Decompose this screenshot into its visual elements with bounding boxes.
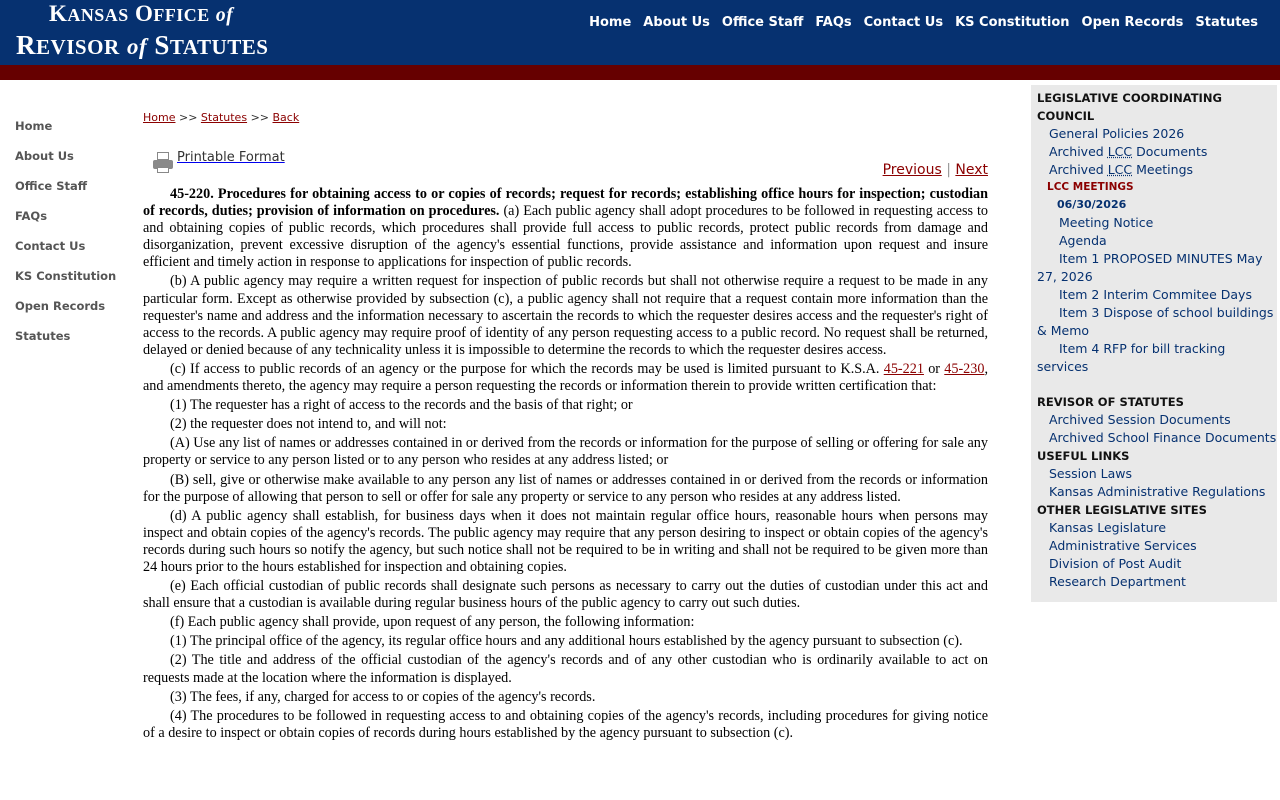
statute-paragraph: (e) Each official custodian of public records shall designate such persons as necessary to carry out the duties of custodian under this act and shall ensure that a custodian is available during regular business hours of the public agency to carry out such duties.: [143, 578, 988, 612]
post-audit-link[interactable]: Division of Post Audit: [1049, 556, 1182, 571]
link-text: Archived: [1049, 144, 1104, 159]
statute-text: [143, 186, 988, 742]
meeting-notice-link[interactable]: Meeting Notice: [1059, 215, 1154, 230]
leftnav-faqs[interactable]: FAQs: [15, 209, 48, 223]
header-accent-bar: [0, 65, 1280, 80]
link-text: Meetings: [1136, 162, 1194, 177]
next-link[interactable]: Next: [955, 162, 988, 178]
useful-links-heading: USEFUL LINKS: [1037, 449, 1130, 463]
logo-text: TATUTES: [169, 34, 269, 59]
statute-paragraph: (f) Each public agency shall provide, upon request of any person, the following information:: [170, 614, 695, 631]
item-4-rfp-link[interactable]: Item 4 RFP for bill tracking services: [1037, 341, 1226, 374]
main-content: [143, 111, 988, 744]
revisor-heading: REVISOR OF STATUTES: [1037, 395, 1184, 409]
topnav-office-staff[interactable]: Office Staff: [721, 15, 804, 30]
pager-separator: |: [946, 162, 951, 178]
topnav-statutes[interactable]: Statutes: [1195, 15, 1258, 30]
logo-text: EVISOR: [36, 34, 120, 59]
archived-lcc-meetings-link[interactable]: [1037, 161, 1277, 179]
leftnav-ks-constitution[interactable]: KS Constitution: [15, 269, 117, 283]
leftnav-contact-us[interactable]: Contact Us: [15, 239, 86, 253]
lcc-abbr: LCC: [1107, 144, 1133, 159]
printable-format-label: Printable Format: [177, 149, 285, 165]
administrative-services-link[interactable]: Administrative Services: [1049, 538, 1197, 553]
statute-paragraph: (1) The principal office of the agency, its regular office hours and any additional hours established by the agency pursuant to subsection (c).: [170, 633, 963, 650]
topnav-faqs[interactable]: FAQs: [815, 15, 852, 30]
tool-row: [143, 136, 988, 186]
topnav-home[interactable]: Home: [589, 15, 632, 30]
printer-icon: [153, 146, 175, 168]
statute-paragraph: (1) The requester has a right of access to the records and the basis of that right; or: [170, 397, 633, 414]
topnav-about-us[interactable]: About Us: [643, 15, 710, 30]
lcc-meetings-heading: LCC MEETINGS: [1047, 181, 1134, 193]
breadcrumb-statutes[interactable]: Statutes: [200, 111, 248, 124]
statute-paragraph: (2) The title and address of the official custodian of the agency's records and of any other custodian who is ordinarily available to act on requests made at the location where the information is displayed.: [143, 652, 988, 686]
previous-link[interactable]: Previous: [882, 162, 942, 178]
archived-lcc-documents-link[interactable]: [1037, 143, 1277, 161]
breadcrumb-separator: >>: [178, 111, 198, 124]
logo-text: ANSAS: [67, 5, 129, 25]
leftnav-statutes[interactable]: Statutes: [15, 329, 71, 343]
breadcrumb-separator: >>: [250, 111, 269, 124]
right-sidebar: [1031, 85, 1277, 602]
pager: [883, 162, 988, 178]
statute-paragraph: (2) the requester does not intend to, and will not:: [170, 416, 447, 433]
general-policies-link[interactable]: General Policies 2026: [1049, 126, 1185, 141]
kansas-admin-regulations-link[interactable]: Kansas Administrative Regulations: [1049, 484, 1266, 499]
statute-subsection: (a) Each public agency shall adopt procedures to be followed in requesting access to and obtaining copies of public records, which procedures shall provide full access to public records, protect public records from damage and disorganization, prevent excessive disruption of the agency's essential functions, provide assistance and information upon request and insure efficient and timely action in response to applications for inspection of public records.: [143, 203, 989, 271]
leftnav-home[interactable]: Home: [15, 119, 53, 133]
meeting-date: 06/30/2026: [1057, 198, 1127, 211]
site-header: [0, 0, 1280, 65]
logo-text: FFICE: [153, 5, 210, 25]
topnav-contact-us[interactable]: Contact Us: [863, 15, 944, 30]
session-laws-link[interactable]: Session Laws: [1049, 466, 1133, 481]
research-department-link[interactable]: Research Department: [1049, 574, 1186, 589]
logo-text: R: [16, 29, 36, 60]
agenda-link[interactable]: Agenda: [1059, 233, 1107, 248]
spacer: [1037, 376, 1277, 393]
statute-subsection: (c) If access to public records of an agency or the purpose for which the records may be used is limited pursuant to K.S.A.: [170, 360, 880, 377]
archived-school-finance-link[interactable]: Archived School Finance Documents: [1049, 430, 1277, 445]
item-3-dispose-buildings-link[interactable]: Item 3 Dispose of school buildings & Memo: [1037, 305, 1274, 338]
lcc-heading: LEGISLATIVE COORDINATING COUNCIL: [1037, 91, 1222, 123]
statute-paragraph: (b) A public agency may require a written request for inspection of public records but shall not otherwise require a request to be made in any particular form. Except as otherwise provided by subsection (c), a public agency shall not require that a request contain more information than the requester's name and address and the information necessary to ascertain the records to which the requester desires access and the requester's right of access to the records. A public agency may require proof of identity of any person requesting access to a public record. No request shall be returned, delayed or denied because of any technicality unless it is impossible to determine the records to which the requester desires access.: [143, 273, 988, 358]
leftnav-open-records[interactable]: Open Records: [15, 299, 106, 313]
statute-link-45-221[interactable]: 45-221: [883, 360, 924, 377]
link-text: Archived: [1049, 162, 1104, 177]
statute-paragraph: (4) The procedures to be followed in requesting access to and obtaining copies of the agency's records, including procedures for giving notice of a desire to inspect or obtain copies of records during hours established by the agency pursuant to subsection (c).: [143, 707, 988, 741]
kansas-legislature-link[interactable]: Kansas Legislature: [1049, 520, 1167, 535]
logo-text: S: [154, 29, 170, 60]
archived-session-documents-link[interactable]: Archived Session Documents: [1049, 412, 1231, 427]
breadcrumb-home[interactable]: Home: [143, 111, 176, 124]
breadcrumb-back[interactable]: Back: [272, 111, 300, 124]
item-1-minutes-link[interactable]: Item 1 PROPOSED MINUTES May 27, 2026: [1037, 251, 1263, 284]
statute-paragraph: (d) A public agency shall establish, for business days when it does not maintain regular office hours, reasonable hours when persons may inspect and obtain copies of the agency's records. The public agency may require that any person desiring to inspect or obtain copies of the agency's records during such hours so notify the agency, but such notice shall not be required to be in writing and shall not be required to be given more than 24 hours prior to the hours established for inspection and obtaining copies.: [143, 507, 988, 575]
site-logo[interactable]: [16, 2, 269, 59]
statute-paragraph: [143, 361, 988, 395]
statute-link-45-230[interactable]: 45-230: [944, 360, 985, 377]
logo-text: O: [134, 1, 154, 26]
topnav-ks-constitution[interactable]: KS Constitution: [955, 15, 1070, 30]
leftnav-office-staff[interactable]: Office Staff: [15, 179, 88, 193]
statute-paragraph: (A) Use any list of names or addresses contained in or derived from the records or information for the purpose of selling or offering for sale any property or service to any person listed or to any person who resides at any address listed; or: [143, 435, 988, 469]
left-nav: [15, 119, 116, 359]
statute-subsection: , and amendments thereto, the agency may require a person requesting the records or information therein to provide written certification that:: [143, 360, 989, 395]
leftnav-about-us[interactable]: About Us: [15, 149, 74, 163]
statute-heading: 45-220. Procedures for obtaining access to or copies of records; request for records; establishing office hours for inspection; custodian of records, duties; provision of information on procedures.: [143, 186, 988, 220]
statute-subsection: or: [928, 360, 941, 377]
logo-text: of: [215, 5, 234, 26]
top-nav: [589, 15, 1258, 30]
link-text: Documents: [1136, 144, 1208, 159]
item-2-interim-days-link[interactable]: Item 2 Interim Commitee Days: [1059, 287, 1252, 302]
lcc-abbr: LCC: [1107, 162, 1133, 177]
topnav-open-records[interactable]: Open Records: [1081, 15, 1184, 30]
logo-text: of: [126, 33, 148, 59]
statute-paragraph: (B) sell, give or otherwise make available to any person any list of names or addresses contained in or derived from the records or information for the purpose of allowing that person to sell or offer for sale any property or service to any person who resides at any address listed.: [143, 471, 988, 505]
statute-paragraph: (3) The fees, if any, charged for access to or copies of the agency's records.: [170, 688, 596, 705]
statute-paragraph: [143, 186, 988, 271]
breadcrumb: [143, 111, 988, 124]
other-sites-heading: OTHER LEGISLATIVE SITES: [1037, 503, 1207, 517]
logo-text: K: [49, 1, 68, 26]
printable-format-link[interactable]: [153, 140, 285, 168]
